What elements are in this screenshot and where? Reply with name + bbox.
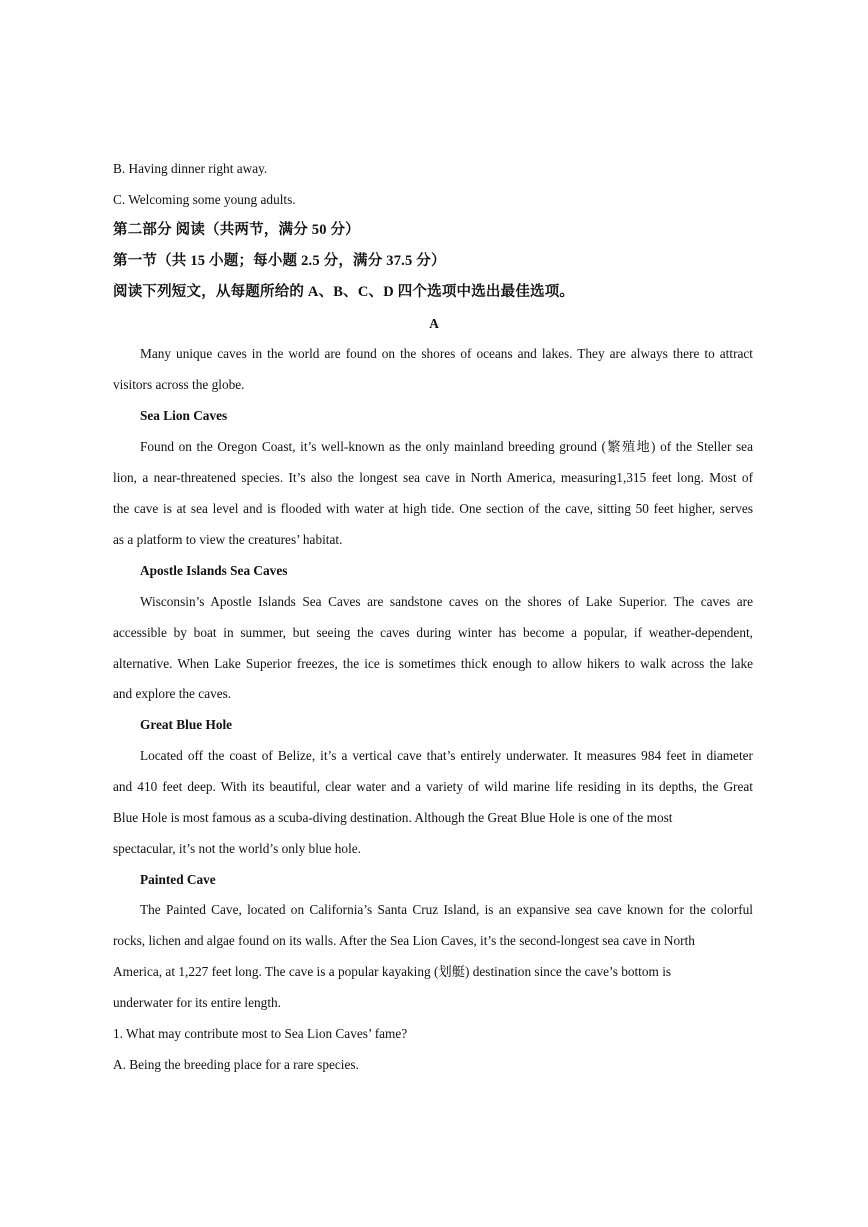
section-title-painted: Painted Cave (140, 872, 216, 887)
instruction-text: 阅读下列短文，从每题所给的 A、B、C、D 四个选项中选出最佳选项。 (113, 284, 575, 300)
passage-letter: A (429, 316, 439, 331)
blue-hole-line: and 410 feet deep. With its beautiful, clear water and a variety of wild marine life residing in its depths, the Great (113, 779, 753, 794)
painted-line: America, at 1,227 feet long. The cave is a popular kayaking (划艇) destination since the cave’s bottom is (113, 964, 672, 979)
part-heading: 第二部分 阅读（共两节，满分 50 分） (113, 222, 360, 238)
section-title-apostle: Apostle Islands Sea Caves (140, 563, 288, 578)
blue-hole-line: Located off the coast of Belize, it’s a vertical cave that’s entirely underwater. It measures 984 feet in diameter (140, 748, 753, 763)
apostle-line: and explore the caves. (113, 686, 232, 701)
intro-line: Many unique caves in the world are found on the shores of oceans and lakes. They are always there to attract (140, 346, 753, 361)
painted-line: rocks, lichen and algae found on its walls. After the Sea Lion Caves, it’s the second-longest sea cave in North (113, 933, 695, 948)
sea-lion-line: as a platform to view the creatures’ habitat. (113, 532, 343, 547)
option-b-text: B. Having dinner right away. (113, 161, 268, 176)
blue-hole-line: Blue Hole is most famous as a scuba-diving destination. Although the Great Blue Hole is one of the most (113, 810, 673, 825)
painted-line: The Painted Cave, located on California’s Santa Cruz Island, is an expansive sea cave known for the colorful (140, 902, 753, 917)
question-1-stem: 1. What may contribute most to Sea Lion Caves’ fame? (113, 1026, 408, 1041)
apostle-line: Wisconsin’s Apostle Islands Sea Caves are sandstone caves on the shores of Lake Superior. The caves are (140, 594, 753, 609)
section-title-blue-hole: Great Blue Hole (140, 717, 233, 732)
option-c-text: C. Welcoming some young adults. (113, 192, 296, 207)
apostle-line: accessible by boat in summer, but seeing the caves during winter has become a popular, if weather-dependent, (113, 625, 753, 640)
question-1-option-a: A. Being the breeding place for a rare species. (113, 1057, 359, 1072)
sea-lion-line: Found on the Oregon Coast, it’s well-known as the only mainland breeding ground (繁殖地) of the Steller sea (140, 439, 753, 454)
sea-lion-line: the cave is at sea level and is flooded with water at high tide. One section of the cave, sitting 50 feet higher, serves (113, 501, 753, 516)
blue-hole-line: spectacular, it’s not the world’s only blue hole. (113, 841, 361, 856)
section-title-sea-lion: Sea Lion Caves (140, 408, 228, 423)
section-heading: 第一节（共 15 小题；每小题 2.5 分，满分 37.5 分） (113, 253, 446, 269)
apostle-line: alternative. When Lake Superior freezes, the ice is sometimes thick enough to allow hikers to walk across the lake (113, 656, 753, 671)
sea-lion-line: lion, a near-threatened species. It’s also the longest sea cave in North America, measuring1,315 feet long. Most of (113, 470, 753, 485)
intro-line: visitors across the globe. (113, 377, 245, 392)
painted-line: underwater for its entire length. (113, 995, 281, 1010)
